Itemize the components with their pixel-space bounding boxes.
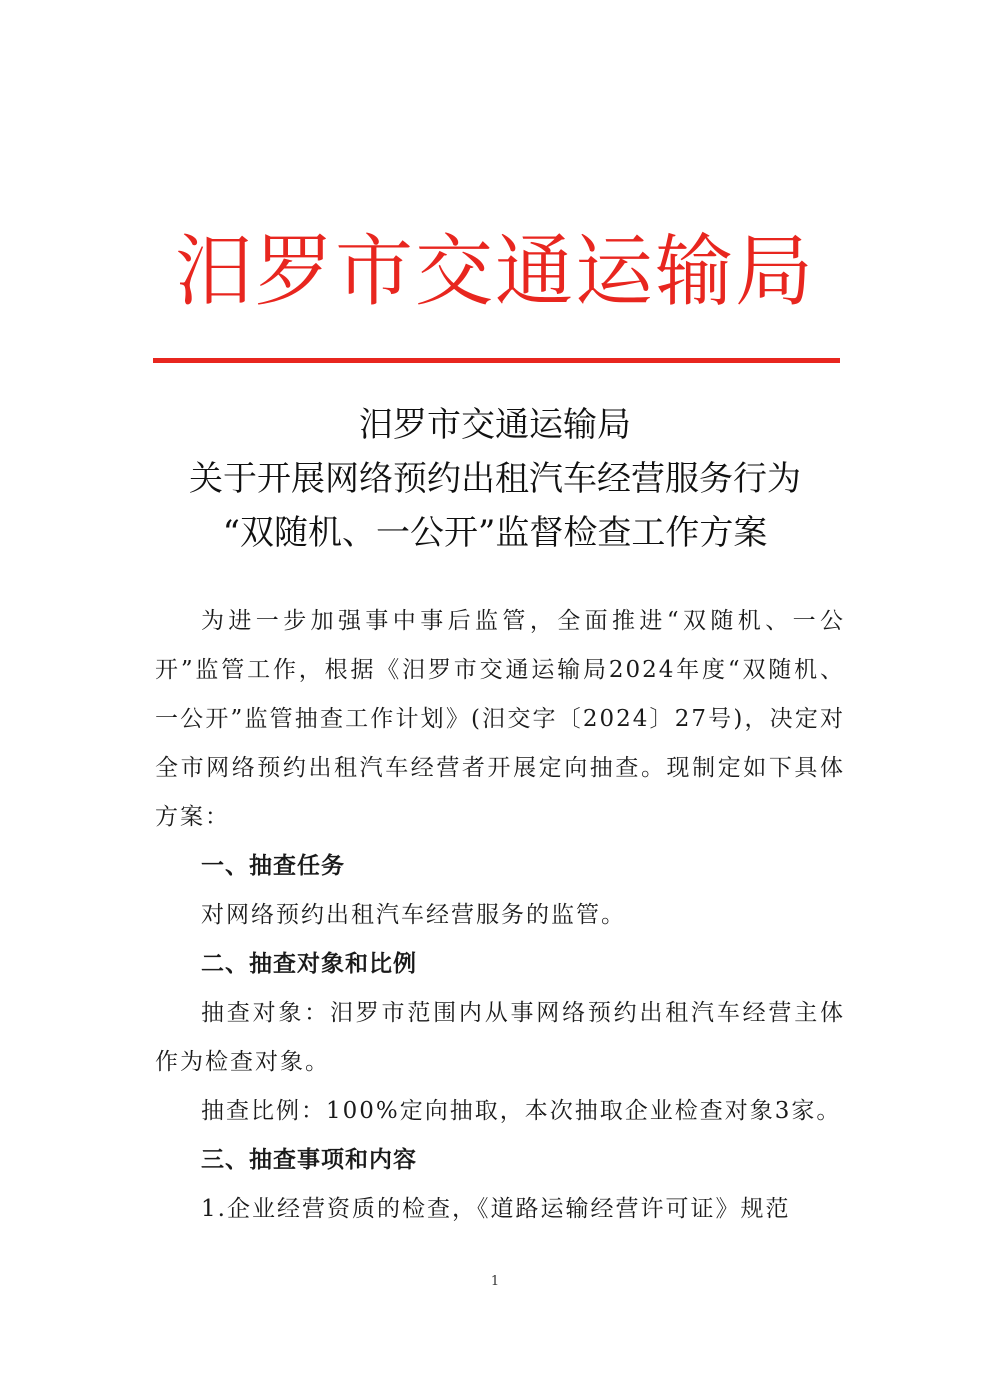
section-2-ratio-text: 抽查比例：100%定向抽取，本次抽取企业检查对象3家。 bbox=[201, 1098, 842, 1124]
section-3-heading: 三、抽查事项和内容 bbox=[201, 1147, 417, 1173]
section-1-text: 对网络预约出租汽车经营服务的监管。 bbox=[201, 902, 626, 928]
section-2-object-text: 抽查对象：汨罗市范围内从事网络预约出租汽车经营主体作为检查对象。 bbox=[155, 1000, 845, 1075]
letterhead-org-name: 汨罗市交通运输局 bbox=[174, 227, 815, 317]
document-body bbox=[155, 597, 845, 1234]
page-number: 1 bbox=[490, 1274, 500, 1289]
title-line-2: 关于开展网络预约出租汽车经营服务行为 bbox=[189, 459, 801, 499]
title-line-3: “双随机、一公开”监督检查工作方案 bbox=[222, 513, 768, 553]
title-line-1: 汨罗市交通运输局 bbox=[359, 405, 631, 445]
section-2-heading: 二、抽查对象和比例 bbox=[201, 951, 417, 977]
document-title bbox=[120, 398, 870, 560]
letterhead-red-rule bbox=[153, 358, 840, 363]
section-3-item-1: 1.企业经营资质的检查，《道路运输经营许可证》规范 bbox=[201, 1196, 791, 1222]
section-1-heading: 一、抽查任务 bbox=[201, 853, 345, 879]
intro-paragraph: 为进一步加强事中事后监管，全面推进“双随机、一公开”监管工作，根据《汨罗市交通运输局2024年度“双随机、一公开”监管抽查工作计划》(汨交字〔2024〕27号)，决定对全市网络预约出租汽车经营者开展定向抽查。现制定如下具体方案： bbox=[155, 608, 845, 830]
